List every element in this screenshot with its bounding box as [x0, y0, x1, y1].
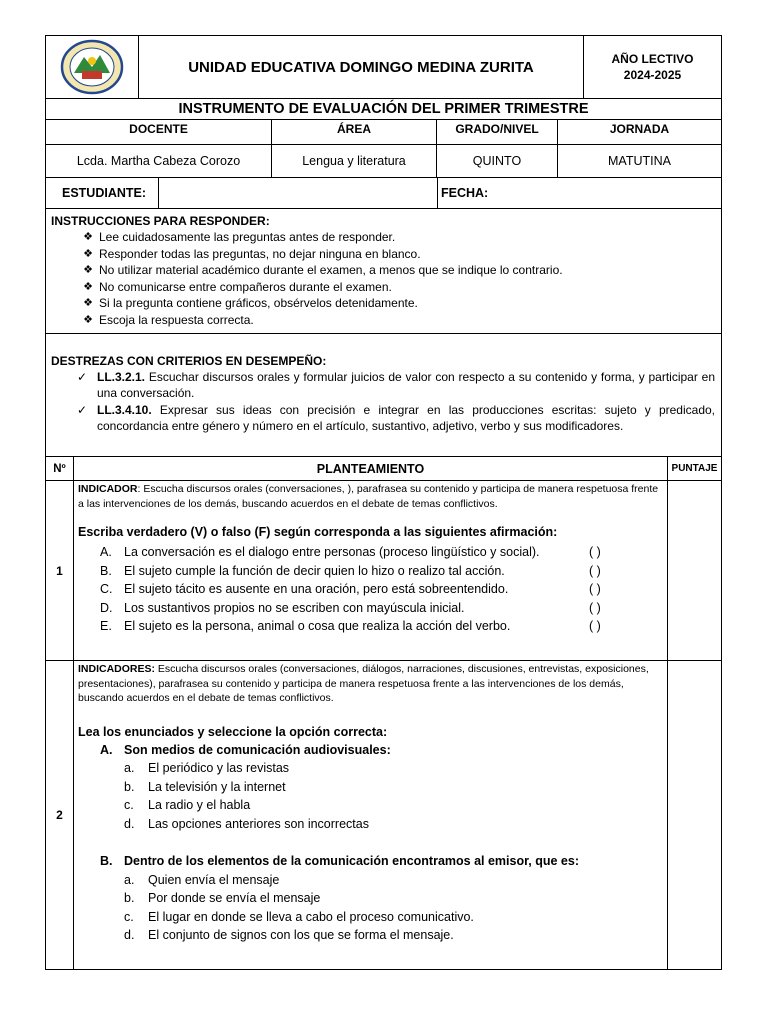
question-1-options	[78, 543, 663, 636]
list-item: ❖ No comunicarse entre compañeros durante el examen.	[51, 279, 721, 296]
sub-question-a-options	[78, 759, 663, 833]
diamond-bullet-icon: ❖	[83, 231, 93, 243]
academic-year-value: 2024-2025	[623, 68, 682, 82]
question-1-indicator: INDICADOR: Escucha discursos orales (conversaciones, ), parafrasea su contenido y participa de manera respetuosa frente a las intervenciones de los demás, buscando acuerdos en el debate de temas conflictivos.	[78, 483, 659, 510]
statement-column-header: PLANTEAMIENTO	[74, 457, 668, 480]
diamond-bullet-icon: ❖	[83, 297, 93, 309]
question-2-score[interactable]	[668, 661, 721, 969]
question-1-row	[45, 481, 722, 661]
question-2-row	[45, 661, 722, 970]
answer-blank[interactable]: ( )	[589, 600, 601, 615]
diamond-bullet-icon: ❖	[83, 280, 93, 293]
true-false-item: A. La conversación es el dialogo entre personas (proceso lingüístico y social). ( )	[100, 543, 663, 562]
true-false-item: B. El sujeto cumple la función de decir quien lo hizo o realizo tal acción. ( )	[100, 562, 663, 581]
list-item: ❖ Responder todas las preguntas, no dejar ninguna en blanco.	[51, 246, 721, 263]
list-item: ❖ No utilizar material académico durante el examen, a menos que se indique lo contrario.	[51, 262, 721, 279]
header-row	[45, 35, 722, 99]
school-name: UNIDAD EDUCATIVA DOMINGO MEDINA ZURITA	[139, 36, 584, 98]
answer-blank[interactable]: ( )	[589, 545, 601, 559]
skills-section	[45, 334, 722, 457]
skills-title: DESTREZAS CON CRITERIOS EN DESEMPEÑO:	[51, 354, 327, 368]
choice-option[interactable]: c. La radio y el habla	[124, 798, 251, 812]
choice-option[interactable]: b. La televisión y la internet	[124, 779, 286, 794]
academic-year-label: AÑO LECTIVO	[611, 52, 694, 66]
question-2-content	[74, 661, 668, 969]
date-label: FECHA:	[441, 186, 489, 200]
teacher-header: DOCENTE	[46, 120, 272, 144]
true-false-item: E. El sujeto es la persona, animal o cosa que realiza la acción del verbo. ( )	[100, 617, 663, 636]
student-row	[45, 178, 722, 209]
choice-option[interactable]: a. Quien envía el mensaje	[124, 872, 280, 887]
list-item: ✓ LL.3.4.10. Expresar sus ideas con precisión e integrar en las producciones escritas: sujeto y predicado, concordancia entre género y número en el artículo, sustantivo, adjetivo, verbo y sus modificadores.	[51, 402, 715, 434]
area-header: ÁREA	[272, 120, 437, 144]
choice-option[interactable]: c. El lugar en donde se lleva a cabo el proceso comunicativo.	[124, 909, 474, 924]
answer-blank[interactable]: ( )	[589, 619, 601, 633]
number-column-header: Nº	[46, 457, 74, 480]
instructions-section	[45, 209, 722, 334]
academic-year	[584, 36, 721, 98]
answer-blank[interactable]: ( )	[589, 563, 601, 578]
instructions-list	[51, 229, 721, 328]
student-field[interactable]	[159, 178, 438, 208]
question-number: 2	[46, 661, 74, 969]
question-number: 1	[46, 481, 74, 660]
instructions-title: INSTRUCCIONES PARA RESPONDER:	[51, 214, 270, 228]
score-column-header: PUNTAJE	[671, 463, 718, 474]
shift-header: JORNADA	[609, 122, 670, 136]
question-2-prompt: Lea los enunciados y seleccione la opción correcta:	[78, 724, 388, 739]
choice-option[interactable]: b. Por donde se envía el mensaje	[124, 891, 321, 905]
skills-list	[51, 369, 715, 434]
diamond-bullet-icon: ❖	[83, 247, 93, 260]
info-values-row	[45, 145, 722, 178]
true-false-item: D. Los sustantivos propios no se escriben con mayúscula inicial. ( )	[100, 599, 663, 618]
choice-option[interactable]: d. El conjunto de signos con los que se forma el mensaje.	[124, 928, 454, 942]
checkmark-icon: ✓	[77, 403, 88, 417]
diamond-bullet-icon: ❖	[83, 264, 93, 276]
grade-value: QUINTO	[437, 145, 558, 177]
page-title: INSTRUMENTO DE EVALUACIÓN DEL PRIMER TRIMESTRE	[45, 99, 722, 120]
questions-table-header	[45, 457, 722, 481]
question-1-content	[74, 481, 668, 660]
choice-option[interactable]: a. El periódico y las revistas	[124, 761, 290, 775]
question-2-indicator: INDICADORES: Escucha discursos orales (conversaciones, diálogos, narraciones, discusiones, entrevistas, exposiciones, presentaciones), parafrasea su contenido y participa de manera respetuosa frente a las intervenciones de los demás, buscando acuerdos en el debate de temas conflictivos.	[78, 663, 649, 704]
exam-document	[45, 35, 722, 970]
question-1-prompt: Escriba verdadero (V) o falso (F) según corresponda a las siguientes afirmación:	[78, 525, 558, 539]
checkmark-icon: ✓	[77, 370, 88, 384]
shift-value: MATUTINA	[608, 154, 671, 168]
list-item: ❖ Escoja la respuesta correcta.	[51, 312, 721, 329]
student-label: ESTUDIANTE:	[46, 178, 159, 208]
true-false-item: C. El sujeto tácito es ausente en una oración, pero está sobreentendido. ( )	[100, 580, 663, 599]
info-header-row	[45, 120, 722, 145]
list-item: ❖ Lee cuidadosamente las preguntas antes de responder.	[51, 229, 721, 246]
school-logo	[46, 36, 139, 98]
diamond-bullet-icon: ❖	[83, 313, 93, 326]
sub-question-b-options	[78, 871, 663, 945]
question-1-score[interactable]	[668, 481, 721, 660]
grade-header: GRADO/NIVEL	[437, 120, 558, 144]
area-value: Lengua y literatura	[272, 145, 437, 177]
sub-question-b: B. Dentro de los elementos de la comunicación encontramos al emisor, que es:	[100, 854, 579, 868]
choice-option[interactable]: d. Las opciones anteriores son incorrectas	[124, 816, 369, 831]
list-item: ✓ LL.3.2.1. Escuchar discursos orales y formular juicios de valor con respecto a su contenido y forma, y participar en una conversación.	[51, 369, 715, 401]
sub-question-a: A. Son medios de comunicación audiovisuales:	[100, 742, 391, 757]
answer-blank[interactable]: ( )	[589, 582, 601, 596]
list-item: ❖ Si la pregunta contiene gráficos, obsérvelos detenidamente.	[51, 295, 721, 312]
teacher-value: Lcda. Martha Cabeza Corozo	[46, 145, 272, 177]
